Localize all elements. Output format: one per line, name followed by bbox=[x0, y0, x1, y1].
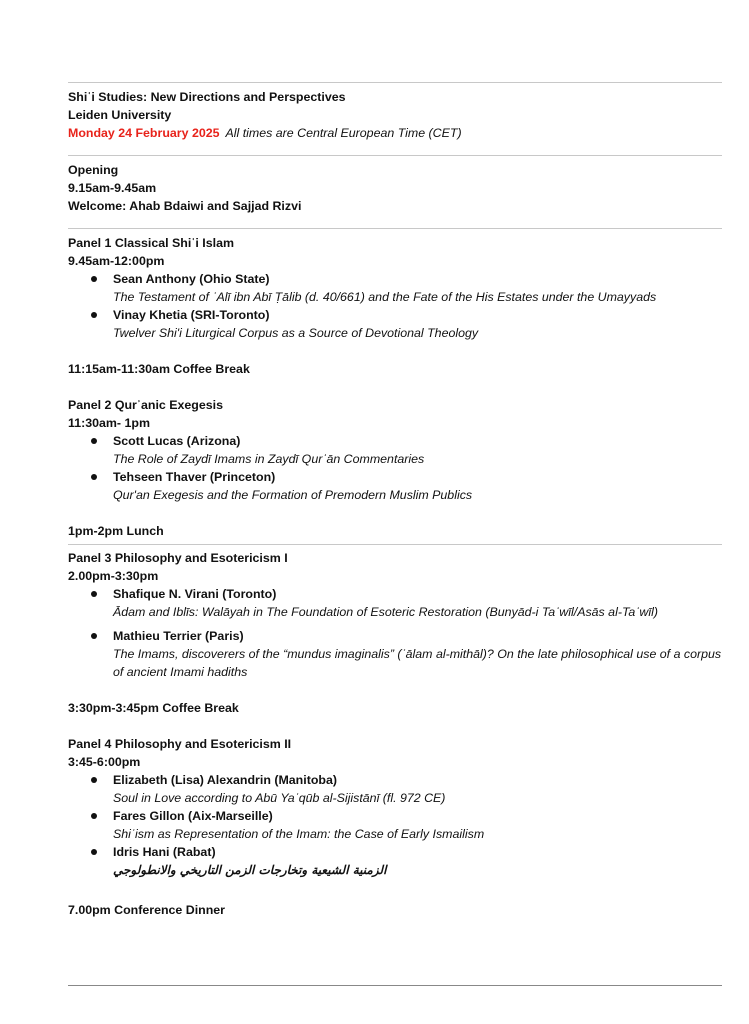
speaker: Scott Lucas (Arizona) bbox=[113, 434, 241, 448]
opening-block bbox=[68, 161, 728, 215]
timezone-note: All times are Central European Time (CET) bbox=[225, 126, 462, 140]
speaker: Elizabeth (Lisa) Alexandrin (Manitoba) bbox=[113, 773, 337, 787]
talk-title: Shiʿism as Representation of the Imam: the Case of Early Ismailism bbox=[113, 827, 485, 841]
panel2-time: 11:30am- 1pm bbox=[68, 416, 150, 430]
list-item bbox=[68, 585, 728, 621]
talk-title: Soul in Love according to Abū Yaʿqūb al-Sijistānī (fl. 972 CE) bbox=[113, 791, 446, 805]
header-block bbox=[68, 88, 728, 142]
talk-title: Qur'an Exegesis and the Formation of Premodern Muslim Publics bbox=[113, 488, 473, 502]
speaker: Sean Anthony (Ohio State) bbox=[113, 272, 270, 286]
panel3-time: 2.00pm-3:30pm bbox=[68, 569, 159, 583]
opening-title: Opening bbox=[68, 163, 119, 177]
list-item bbox=[68, 432, 728, 468]
talk-title: Ādam and Iblīs: Walāyah in The Foundation of Esoteric Restoration (Bunyād-i Taʾwīl/Asās al-Taʾwīl) bbox=[113, 605, 658, 619]
conference-dinner: 7.00pm Conference Dinner bbox=[68, 903, 225, 917]
top-divider bbox=[68, 82, 722, 83]
lunch-break: 1pm-2pm Lunch bbox=[68, 524, 164, 538]
list-item bbox=[68, 270, 728, 306]
speaker: Vinay Khetia (SRI-Toronto) bbox=[113, 308, 270, 322]
date-line bbox=[68, 124, 728, 142]
talk-title: The Role of Zaydī Imams in Zaydī Qurʾān Commentaries bbox=[113, 452, 425, 466]
panel1-divider bbox=[68, 228, 722, 229]
coffee-break-1: 11:15am-11:30am Coffee Break bbox=[68, 362, 250, 376]
bullet-icon bbox=[91, 438, 97, 444]
speaker: Shafique N. Virani (Toronto) bbox=[113, 587, 277, 601]
panel4-time: 3:45-6:00pm bbox=[68, 755, 141, 769]
speaker: Mathieu Terrier (Paris) bbox=[113, 629, 244, 643]
program-block bbox=[68, 234, 728, 919]
bullet-icon bbox=[91, 633, 97, 639]
conference-title: Shiʿi Studies: New Directions and Perspectives bbox=[68, 90, 346, 104]
list-item bbox=[68, 627, 728, 681]
bullet-icon bbox=[91, 777, 97, 783]
panel4-talks bbox=[68, 771, 728, 879]
bullet-icon bbox=[91, 849, 97, 855]
panel1-time: 9.45am-12:00pm bbox=[68, 254, 165, 268]
opening-divider bbox=[68, 155, 722, 156]
arabic-title: الزمنية الشيعية وتخارجات الزمن التاريخي والانطولوجي bbox=[113, 863, 387, 877]
list-item bbox=[68, 468, 728, 504]
panel2-talks bbox=[68, 432, 728, 504]
bullet-icon bbox=[91, 591, 97, 597]
panel1-title: Panel 1 Classical Shiʿi Islam bbox=[68, 236, 234, 250]
opening-time: 9.15am-9.45am bbox=[68, 181, 157, 195]
bullet-icon bbox=[91, 312, 97, 318]
panel2-title: Panel 2 Qurʾanic Exegesis bbox=[68, 398, 223, 412]
panel4-title: Panel 4 Philosophy and Esotericism II bbox=[68, 737, 292, 751]
talk-title: The Testament of ʿAlī ibn Abī Ṭālib (d. 40/661) and the Fate of the His Estates under the Umayyads bbox=[113, 290, 657, 304]
bullet-icon bbox=[91, 813, 97, 819]
bullet-icon bbox=[91, 474, 97, 480]
talk-title: The Imams, discoverers of the “mundus imaginalis” (ʿālam al-mithāl)? On the late philosophical use of a corpus of ancient Imami hadiths bbox=[113, 647, 722, 679]
speaker: Idris Hani (Rabat) bbox=[113, 845, 216, 859]
panel1-talks bbox=[68, 270, 728, 342]
institution: Leiden University bbox=[68, 108, 172, 122]
speaker: Tehseen Thaver (Princeton) bbox=[113, 470, 276, 484]
list-item bbox=[68, 306, 728, 342]
coffee-break-2: 3:30pm-3:45pm Coffee Break bbox=[68, 701, 239, 715]
conference-date: Monday 24 February 2025 bbox=[68, 126, 220, 140]
bullet-icon bbox=[91, 276, 97, 282]
bottom-divider bbox=[68, 985, 722, 986]
list-item bbox=[68, 771, 728, 807]
talk-title: Twelver Shi'i Liturgical Corpus as a Source of Devotional Theology bbox=[113, 326, 479, 340]
list-item bbox=[68, 807, 728, 843]
panel3-talks bbox=[68, 585, 728, 681]
list-item bbox=[68, 843, 728, 879]
opening-welcome: Welcome: Ahab Bdaiwi and Sajjad Rizvi bbox=[68, 199, 302, 213]
panel3-title: Panel 3 Philosophy and Esotericism I bbox=[68, 551, 288, 565]
panel3-divider bbox=[68, 544, 722, 545]
speaker: Fares Gillon (Aix-Marseille) bbox=[113, 809, 273, 823]
talk-title-arabic bbox=[113, 861, 728, 879]
